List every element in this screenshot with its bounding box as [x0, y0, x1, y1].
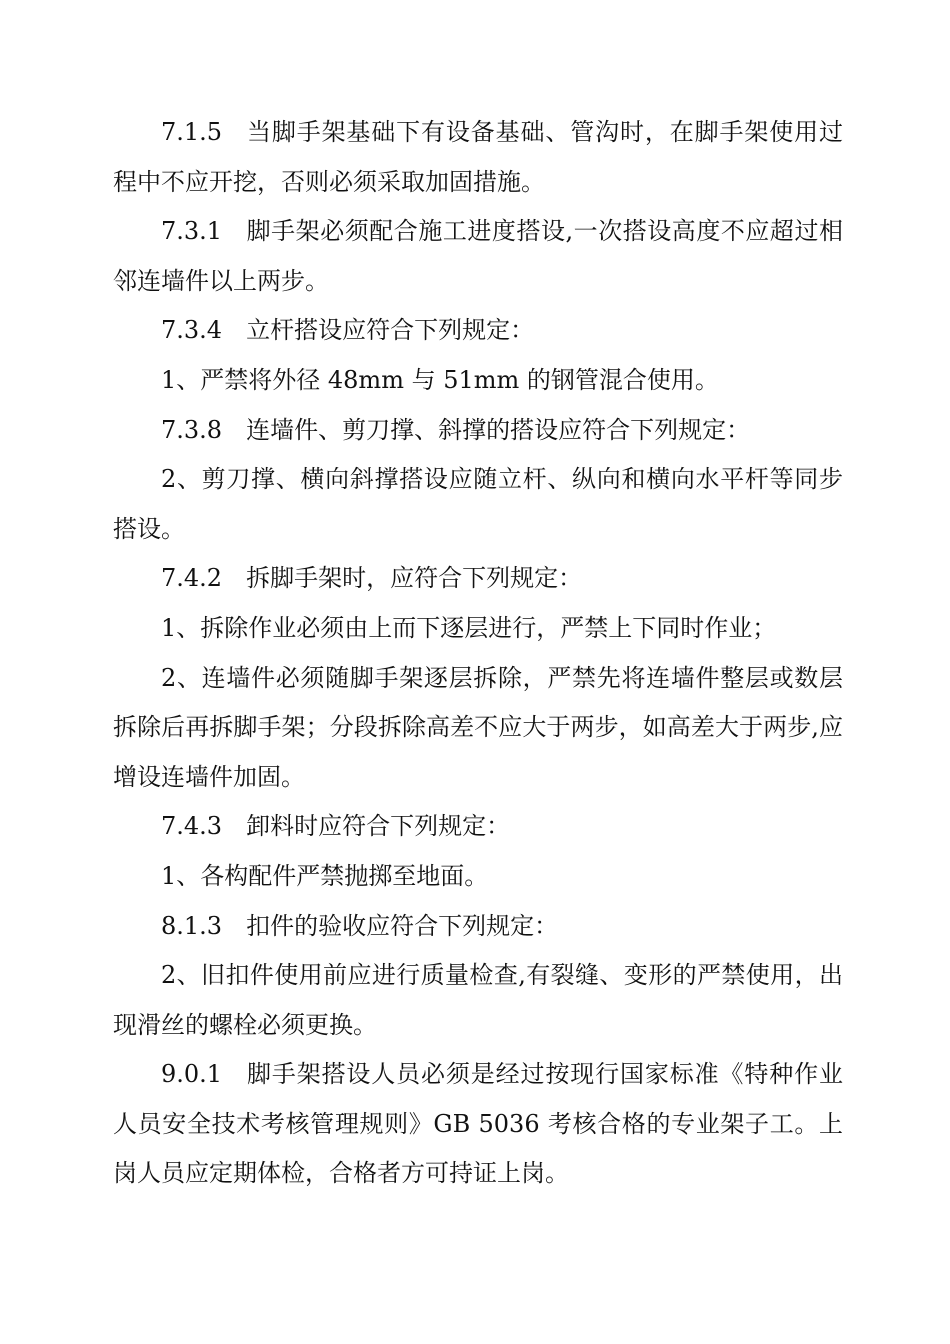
clause-number: 7.1.5	[161, 118, 223, 146]
clause-number: 7.3.1	[161, 217, 223, 246]
clause-7-1-5	[113, 108, 843, 207]
list-item-text: 1、拆除作业必须由上而下逐层进行，严禁上下同时作业；	[161, 613, 777, 642]
clause-8-1-3	[113, 902, 843, 952]
list-item-text: 2、连墙件必须随脚手架逐层拆除，严禁先将连墙件整层或数层拆除后再拆脚手架；分段拆除高差不应大于两步，如高差大于两步,应增设连墙件加固。	[113, 663, 843, 791]
clause-text: 扣件的验收应符合下列规定：	[246, 911, 559, 940]
clause-text: 脚手架必须配合施工进度搭设,一次搭设高度不应超过相邻连墙件以上两步。	[113, 217, 843, 295]
clause-number: 9.0.1	[161, 1060, 223, 1089]
clause-7-3-4	[113, 306, 843, 356]
clause-7-4-3	[113, 802, 843, 852]
list-item-text: 2、旧扣件使用前应进行质量检查,有裂缝、变形的严禁使用，出现滑丝的螺栓必须更换。	[113, 961, 843, 1039]
list-item	[113, 604, 843, 654]
clause-number: 7.3.4	[161, 316, 223, 345]
list-item	[113, 951, 843, 1050]
clause-text: 拆脚手架时，应符合下列规定：	[246, 564, 583, 593]
clause-number: 7.3.8	[161, 415, 223, 444]
clause-text: 连墙件、剪刀撑、斜撑的搭设应符合下列规定：	[246, 415, 751, 444]
clause-text: 立杆搭设应符合下列规定：	[246, 316, 535, 345]
list-item-text: 2、剪刀撑、横向斜撑搭设应随立杆、纵向和横向水平杆等同步搭设。	[113, 465, 843, 543]
clause-number: 7.4.2	[161, 564, 223, 593]
clause-9-0-1	[113, 1050, 843, 1199]
list-item-text: 1、各构配件严禁抛掷至地面。	[161, 861, 489, 890]
clause-number: 8.1.3	[161, 911, 223, 940]
list-item	[113, 455, 843, 554]
list-item	[113, 654, 843, 803]
clause-text: 卸料时应符合下列规定：	[246, 812, 511, 841]
clause-number: 7.4.3	[161, 812, 223, 841]
list-item	[113, 356, 843, 406]
list-item-text: 1、严禁将外径 48mm 与 51mm 的钢管混合使用。	[161, 365, 719, 394]
list-item	[113, 852, 843, 902]
clause-7-4-2	[113, 554, 843, 604]
clause-text: 当脚手架基础下有设备基础、管沟时，在脚手架使用过程中不应开挖，否则必须采取加固措施。	[113, 118, 843, 196]
clause-text: 脚手架搭设人员必须是经过按现行国家标准《特种作业人员安全技术考核管理规则》GB 5036 考核合格的专业架子工。上岗人员应定期体检，合格者方可持证上岗。	[113, 1060, 843, 1188]
clause-7-3-8	[113, 406, 843, 456]
document-page	[113, 108, 843, 1199]
clause-7-3-1	[113, 207, 843, 306]
